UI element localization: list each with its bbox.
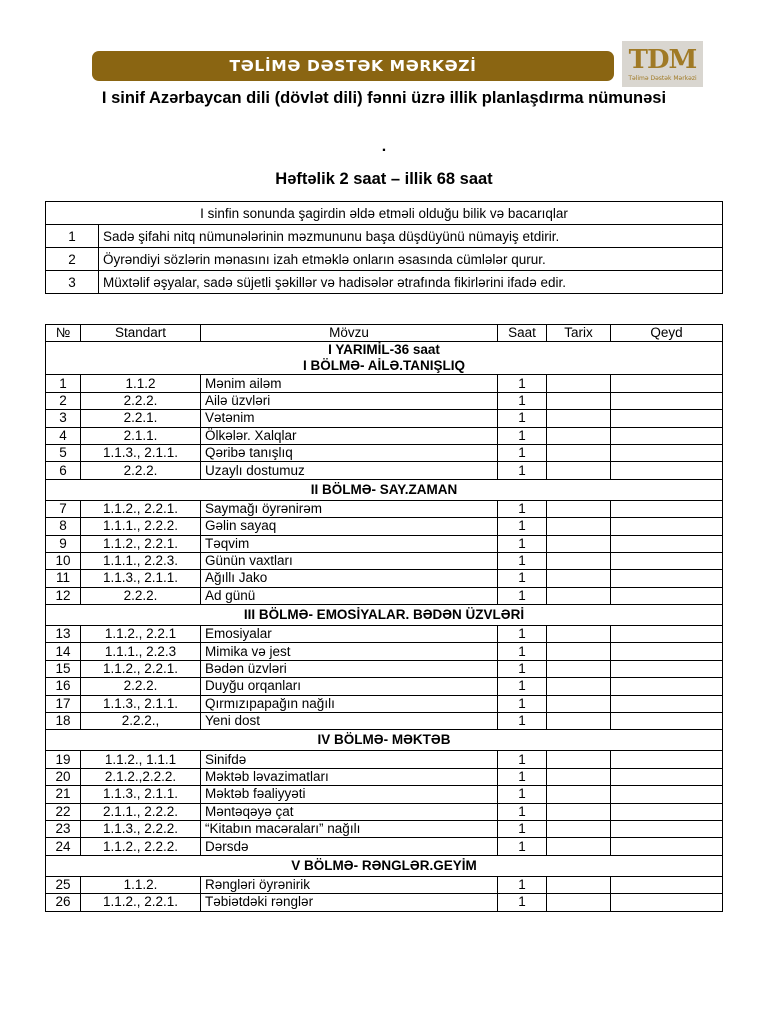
outcome-text: Müxtəlif əşyalar, sadə süjetli şəkillər və hadisələr ətrafında fikirlərini ifadə edir. xyxy=(99,271,723,294)
table-row xyxy=(46,660,723,677)
row-hours: 1 xyxy=(498,587,547,604)
row-topic: Qəribə tanışlıq xyxy=(201,444,498,461)
table-row xyxy=(46,375,723,392)
row-date xyxy=(547,626,611,643)
table-row xyxy=(46,713,723,730)
row-number: 22 xyxy=(46,803,81,820)
row-note xyxy=(611,751,723,768)
row-hours: 1 xyxy=(498,444,547,461)
row-date xyxy=(547,786,611,803)
table-row xyxy=(46,695,723,712)
section-title: III BÖLMƏ- EMOSİYALAR. BƏDƏN ÜZVLƏRİ xyxy=(243,607,525,623)
row-note xyxy=(611,444,723,461)
row-standard: 2.2.2. xyxy=(81,678,201,695)
outcomes-table xyxy=(45,201,723,294)
row-standard: 1.1.3., 2.1.1. xyxy=(81,570,201,587)
row-topic: Sinifdə xyxy=(201,751,498,768)
row-date xyxy=(547,803,611,820)
row-topic: Məktəb ləvazimatları xyxy=(201,768,498,785)
banner-title: TƏLİMƏ DƏSTƏK MƏRKƏZİ xyxy=(229,57,477,75)
row-hours: 1 xyxy=(498,518,547,535)
col-hours: Saat xyxy=(498,325,547,342)
row-topic: Rəngləri öyrənirik xyxy=(201,876,498,893)
row-hours: 1 xyxy=(498,876,547,893)
section-title: I BÖLMƏ- AİLƏ.TANIŞLIQ xyxy=(302,358,466,374)
row-note xyxy=(611,678,723,695)
row-topic: Ailə üzvləri xyxy=(201,392,498,409)
row-standard: 2.2.2. xyxy=(81,587,201,604)
row-date xyxy=(547,820,611,837)
row-hours: 1 xyxy=(498,552,547,569)
table-row xyxy=(46,552,723,569)
row-hours: 1 xyxy=(498,894,547,911)
row-note xyxy=(611,713,723,730)
row-note xyxy=(611,894,723,911)
outcome-number: 3 xyxy=(46,271,99,294)
row-number: 20 xyxy=(46,768,81,785)
row-standard: 1.1.3., 2.1.1. xyxy=(81,786,201,803)
table-row xyxy=(46,803,723,820)
table-row xyxy=(46,535,723,552)
row-standard: 2.2.1. xyxy=(81,410,201,427)
section-header-row xyxy=(46,730,723,751)
row-hours: 1 xyxy=(498,643,547,660)
row-number: 21 xyxy=(46,786,81,803)
row-topic: Qırmızıpapağın nağılı xyxy=(201,695,498,712)
table-row xyxy=(46,768,723,785)
row-number: 19 xyxy=(46,751,81,768)
row-hours: 1 xyxy=(498,535,547,552)
row-hours: 1 xyxy=(498,375,547,392)
row-date xyxy=(547,768,611,785)
row-topic: Məktəb fəaliyyəti xyxy=(201,786,498,803)
row-standard: 1.1.2., 1.1.1 xyxy=(81,751,201,768)
section-cell xyxy=(46,342,723,375)
row-number: 9 xyxy=(46,535,81,552)
row-number: 12 xyxy=(46,587,81,604)
row-note xyxy=(611,820,723,837)
section-header-row xyxy=(46,855,723,876)
row-number: 26 xyxy=(46,894,81,911)
row-number: 7 xyxy=(46,500,81,517)
row-note xyxy=(611,410,723,427)
row-topic: Duyğu orqanları xyxy=(201,678,498,695)
table-row xyxy=(46,500,723,517)
row-note xyxy=(611,500,723,517)
table-row xyxy=(46,444,723,461)
row-number: 2 xyxy=(46,392,81,409)
section-header-row xyxy=(46,479,723,500)
row-note xyxy=(611,552,723,569)
table-row xyxy=(46,392,723,409)
table-row xyxy=(46,786,723,803)
row-note xyxy=(611,786,723,803)
row-topic: Saymağı öyrənirəm xyxy=(201,500,498,517)
row-topic: Uzaylı dostumuz xyxy=(201,462,498,479)
row-standard: 1.1.3., 2.2.2. xyxy=(81,820,201,837)
row-standard: 1.1.3., 2.1.1. xyxy=(81,444,201,461)
row-standard: 1.1.1., 2.2.2. xyxy=(81,518,201,535)
row-topic: Ölkələr. Xalqlar xyxy=(201,427,498,444)
row-number: 13 xyxy=(46,626,81,643)
outcome-number: 2 xyxy=(46,248,99,271)
row-note xyxy=(611,375,723,392)
outcome-text: Öyrəndiyi sözlərin mənasını izah etməklə onların əsasında cümlələr qurur. xyxy=(99,248,723,271)
row-note xyxy=(611,803,723,820)
row-hours: 1 xyxy=(498,678,547,695)
row-number: 14 xyxy=(46,643,81,660)
row-date xyxy=(547,410,611,427)
table-row xyxy=(46,894,723,911)
row-number: 15 xyxy=(46,660,81,677)
row-standard: 2.2.2. xyxy=(81,392,201,409)
plan-table xyxy=(45,324,723,912)
table-row xyxy=(46,678,723,695)
row-topic: Gəlin sayaq xyxy=(201,518,498,535)
section-title: IV BÖLMƏ- MƏKTƏB xyxy=(317,732,451,748)
row-standard: 1.1.3., 2.1.1. xyxy=(81,695,201,712)
table-row xyxy=(46,427,723,444)
row-date xyxy=(547,518,611,535)
col-topic: Mövzu xyxy=(201,325,498,342)
row-date xyxy=(547,643,611,660)
section-title: II BÖLMƏ- SAY.ZAMAN xyxy=(310,481,458,497)
tdm-logo xyxy=(622,41,703,87)
row-number: 11 xyxy=(46,570,81,587)
outcome-row xyxy=(46,248,723,271)
row-topic: Mənim ailəm xyxy=(201,375,498,392)
row-standard: 2.1.1. xyxy=(81,427,201,444)
row-standard: 1.1.1., 2.2.3. xyxy=(81,552,201,569)
row-hours: 1 xyxy=(498,713,547,730)
table-row xyxy=(46,462,723,479)
row-date xyxy=(547,500,611,517)
half-year-title: I YARIMİL-36 saat xyxy=(328,342,440,358)
section-cell xyxy=(46,605,723,626)
row-number: 16 xyxy=(46,678,81,695)
row-standard: 1.1.2., 2.2.1 xyxy=(81,626,201,643)
row-standard: 2.2.2. xyxy=(81,462,201,479)
logo-mark: TDM xyxy=(628,45,697,75)
title-dot: . xyxy=(381,138,387,155)
row-number: 23 xyxy=(46,820,81,837)
row-hours: 1 xyxy=(498,392,547,409)
row-note xyxy=(611,518,723,535)
outcomes-heading-row xyxy=(46,202,723,225)
row-date xyxy=(547,713,611,730)
row-hours: 1 xyxy=(498,695,547,712)
row-number: 24 xyxy=(46,838,81,855)
row-date xyxy=(547,462,611,479)
table-row xyxy=(46,570,723,587)
row-number: 6 xyxy=(46,462,81,479)
row-hours: 1 xyxy=(498,786,547,803)
col-no: № xyxy=(46,325,81,342)
row-topic: Təqvim xyxy=(201,535,498,552)
row-hours: 1 xyxy=(498,838,547,855)
row-note xyxy=(611,587,723,604)
row-date xyxy=(547,587,611,604)
row-hours: 1 xyxy=(498,462,547,479)
row-hours: 1 xyxy=(498,626,547,643)
row-date xyxy=(547,552,611,569)
row-standard: 1.1.1., 2.2.3 xyxy=(81,643,201,660)
col-standard: Standart xyxy=(81,325,201,342)
row-hours: 1 xyxy=(498,768,547,785)
row-topic: Məntəqəyə çat xyxy=(201,803,498,820)
row-number: 17 xyxy=(46,695,81,712)
row-topic: Dərsdə xyxy=(201,838,498,855)
row-date xyxy=(547,678,611,695)
row-standard: 1.1.2. xyxy=(81,876,201,893)
row-hours: 1 xyxy=(498,570,547,587)
row-topic: Mimika və jest xyxy=(201,643,498,660)
row-date xyxy=(547,695,611,712)
table-row xyxy=(46,518,723,535)
section-cell xyxy=(46,479,723,500)
row-note xyxy=(611,660,723,677)
row-topic: Yeni dost xyxy=(201,713,498,730)
row-standard: 1.1.2., 2.2.1. xyxy=(81,894,201,911)
table-row xyxy=(46,838,723,855)
row-topic: Emosiyalar xyxy=(201,626,498,643)
outcome-row xyxy=(46,271,723,294)
row-note xyxy=(611,695,723,712)
header-banner xyxy=(92,51,614,81)
row-date xyxy=(547,444,611,461)
row-date xyxy=(547,876,611,893)
row-standard: 1.1.2 xyxy=(81,375,201,392)
row-standard: 2.1.1., 2.2.2. xyxy=(81,803,201,820)
row-number: 4 xyxy=(46,427,81,444)
row-topic: Ad günü xyxy=(201,587,498,604)
section-cell xyxy=(46,855,723,876)
section-header-row xyxy=(46,605,723,626)
table-row xyxy=(46,876,723,893)
table-row xyxy=(46,751,723,768)
row-date xyxy=(547,375,611,392)
row-hours: 1 xyxy=(498,660,547,677)
row-note xyxy=(611,462,723,479)
row-standard: 1.1.2., 2.2.1. xyxy=(81,500,201,517)
row-note xyxy=(611,876,723,893)
row-note xyxy=(611,392,723,409)
row-topic: “Kitabın macəraları” nağılı xyxy=(201,820,498,837)
col-date: Tarix xyxy=(547,325,611,342)
row-note xyxy=(611,427,723,444)
row-standard: 1.1.2., 2.2.1. xyxy=(81,535,201,552)
row-note xyxy=(611,838,723,855)
row-number: 25 xyxy=(46,876,81,893)
row-topic: Təbiətdəki rənglər xyxy=(201,894,498,911)
row-number: 18 xyxy=(46,713,81,730)
row-date xyxy=(547,751,611,768)
row-hours: 1 xyxy=(498,820,547,837)
row-standard: 2.2.2., xyxy=(81,713,201,730)
row-number: 8 xyxy=(46,518,81,535)
col-note: Qeyd xyxy=(611,325,723,342)
row-number: 1 xyxy=(46,375,81,392)
document-title: I sinif Azərbaycan dili (dövlət dili) fənni üzrə illik planlaşdırma nümunəsi xyxy=(101,89,667,107)
section-cell xyxy=(46,730,723,751)
row-date xyxy=(547,392,611,409)
weekly-hours: Həftəlik 2 saat – illik 68 saat xyxy=(275,170,493,188)
outcome-text: Sadə şifahi nitq nümunələrinin məzmununu başa düşdüyünü nümayiş etdirir. xyxy=(99,225,723,248)
row-topic: Bədən üzvləri xyxy=(201,660,498,677)
table-row xyxy=(46,626,723,643)
outcome-number: 1 xyxy=(46,225,99,248)
row-hours: 1 xyxy=(498,500,547,517)
table-row xyxy=(46,410,723,427)
table-row xyxy=(46,643,723,660)
row-hours: 1 xyxy=(498,410,547,427)
row-topic: Vətənim xyxy=(201,410,498,427)
row-standard: 1.1.2., 2.2.1. xyxy=(81,660,201,677)
row-topic: Ağıllı Jako xyxy=(201,570,498,587)
row-note xyxy=(611,768,723,785)
section-header-row xyxy=(46,342,723,375)
row-number: 5 xyxy=(46,444,81,461)
row-standard: 1.1.2., 2.2.2. xyxy=(81,838,201,855)
row-date xyxy=(547,660,611,677)
row-topic: Günün vaxtları xyxy=(201,552,498,569)
outcome-row xyxy=(46,225,723,248)
row-date xyxy=(547,535,611,552)
row-date xyxy=(547,894,611,911)
row-hours: 1 xyxy=(498,751,547,768)
row-hours: 1 xyxy=(498,427,547,444)
logo-caption: Təlimə Dəstək Mərkəzi xyxy=(628,75,697,82)
row-number: 10 xyxy=(46,552,81,569)
row-date xyxy=(547,570,611,587)
plan-header-row xyxy=(46,325,723,342)
section-title: V BÖLMƏ- RƏNGLƏR.GEYİM xyxy=(291,857,477,873)
table-row xyxy=(46,820,723,837)
row-note xyxy=(611,570,723,587)
row-note xyxy=(611,626,723,643)
row-standard: 2.1.2.,2.2.2. xyxy=(81,768,201,785)
table-row xyxy=(46,587,723,604)
row-date xyxy=(547,427,611,444)
row-hours: 1 xyxy=(498,803,547,820)
outcomes-heading: I sinfin sonunda şagirdin əldə etməli olduğu bilik və bacarıqlar xyxy=(46,202,723,225)
row-date xyxy=(547,838,611,855)
row-note xyxy=(611,535,723,552)
row-number: 3 xyxy=(46,410,81,427)
row-note xyxy=(611,643,723,660)
